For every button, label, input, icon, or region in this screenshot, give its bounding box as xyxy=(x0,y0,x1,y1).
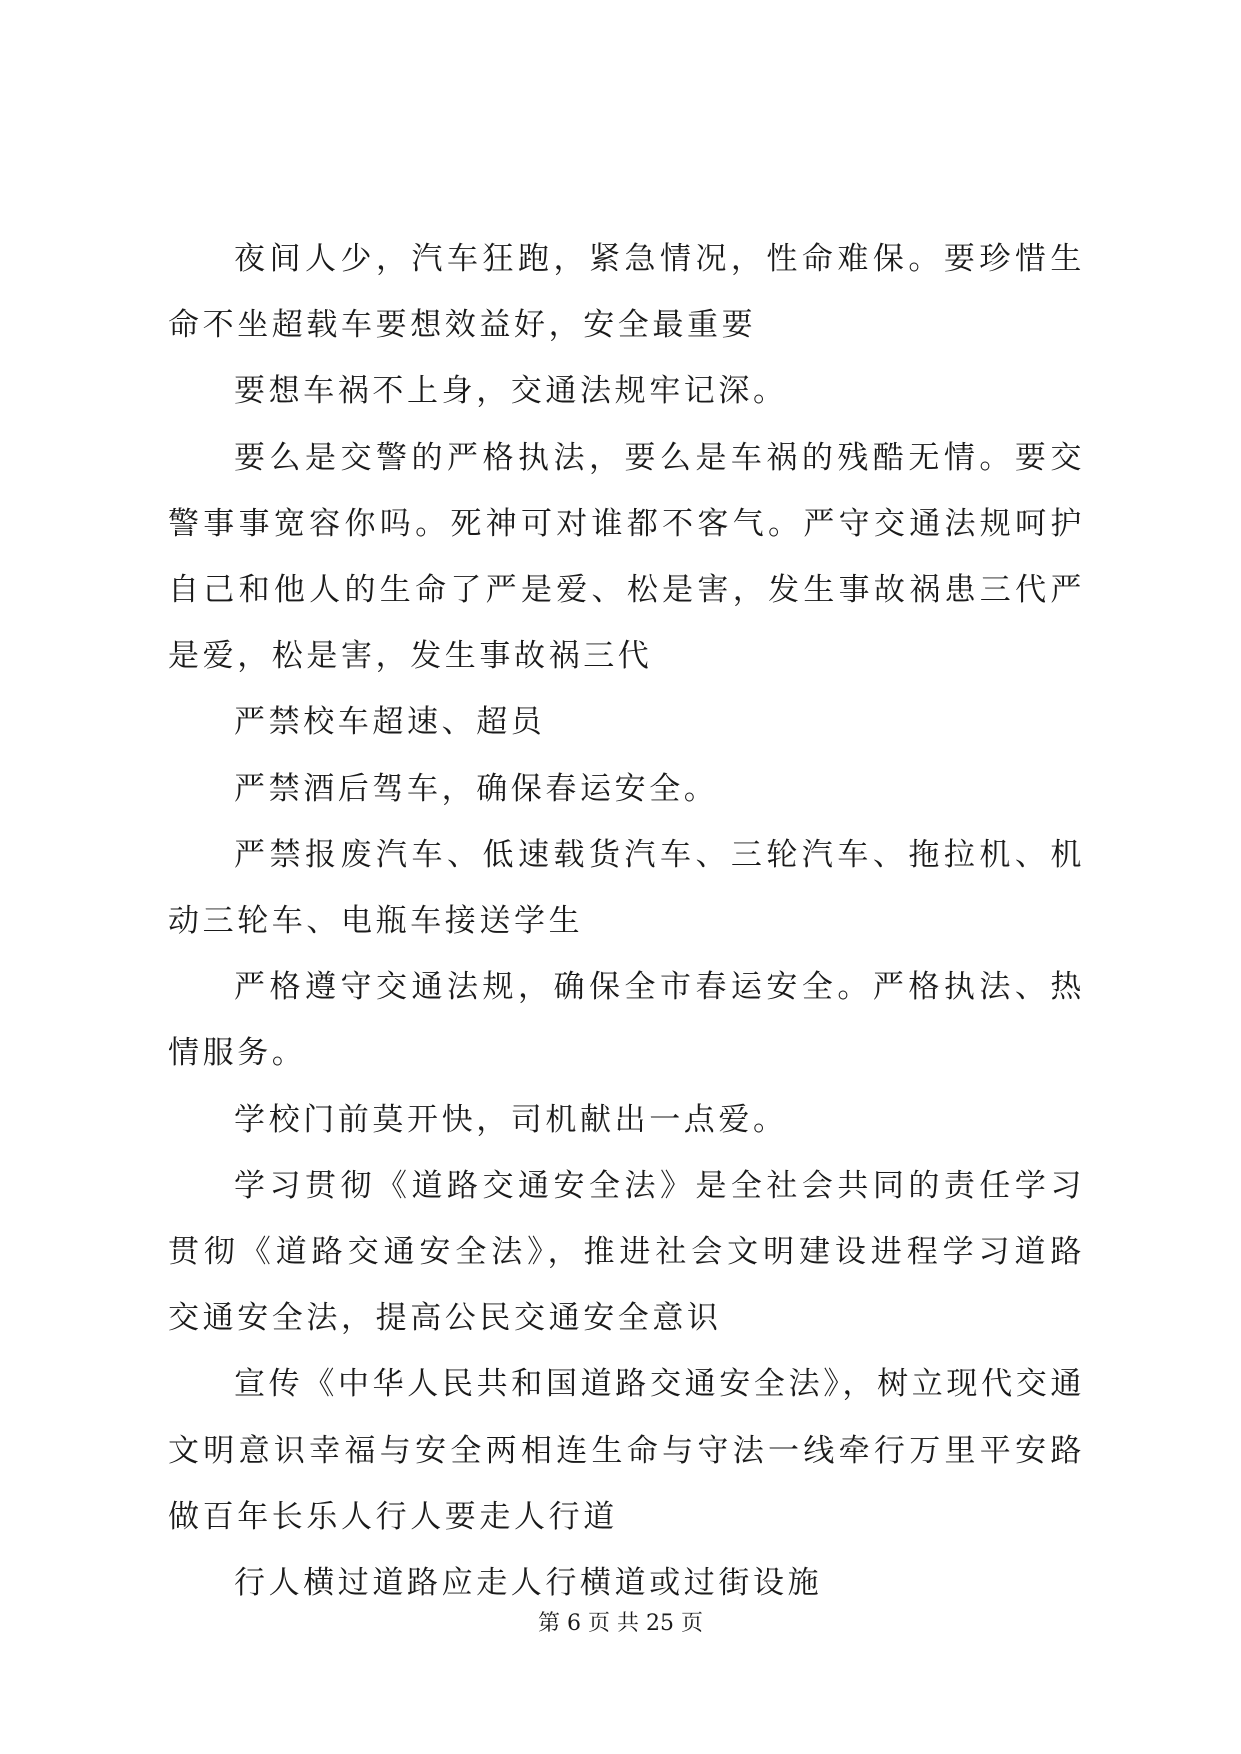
paragraph: 要么是交警的严格执法，要么是车祸的残酷无情。要交警事事宽容你吗。死神可对谁都不客气。严守交通法规呵护自己和他人的生命了严是爱、松是害，发生事故祸患三代严是爱，松是害，发生事故祸三代 xyxy=(168,439,1085,675)
page-number-footer: 第 6 页 共 25 页 xyxy=(538,1611,703,1636)
paragraph: 学校门前莫开快，司机献出一点爱。 xyxy=(234,1101,788,1138)
paragraph: 严禁酒后驾车，确保春运安全。 xyxy=(234,770,719,807)
paragraph: 严禁报废汽车、低速载货汽车、三轮汽车、拖拉机、机动三轮车、电瓶车接送学生 xyxy=(168,836,1085,940)
paragraph: 严格遵守交通法规，确保全市春运安全。严格执法、热情服务。 xyxy=(168,969,1085,1072)
paragraph: 严禁校车超速、超员 xyxy=(234,704,546,741)
paragraph: 夜间人少，汽车狂跑，紧急情况，性命难保。要珍惜生命不坐超载车要想效益好，安全最重要 xyxy=(168,241,1085,344)
paragraph: 宣传《中华人民共和国道路交通安全法》，树立现代交通文明意识幸福与安全两相连生命与守法一线牵行万里平安路做百年长乐人行人要走人行道 xyxy=(168,1366,1085,1535)
document-body xyxy=(168,226,1085,1616)
paragraph: 学习贯彻《道路交通安全法》是全社会共同的责任学习贯彻《道路交通安全法》，推进社会文明建设进程学习道路交通安全法，提高公民交通安全意识 xyxy=(168,1167,1085,1337)
paragraph: 要想车祸不上身，交通法规牢记深。 xyxy=(234,373,788,410)
paragraph: 行人横过道路应走人行横道或过街设施 xyxy=(234,1565,823,1602)
